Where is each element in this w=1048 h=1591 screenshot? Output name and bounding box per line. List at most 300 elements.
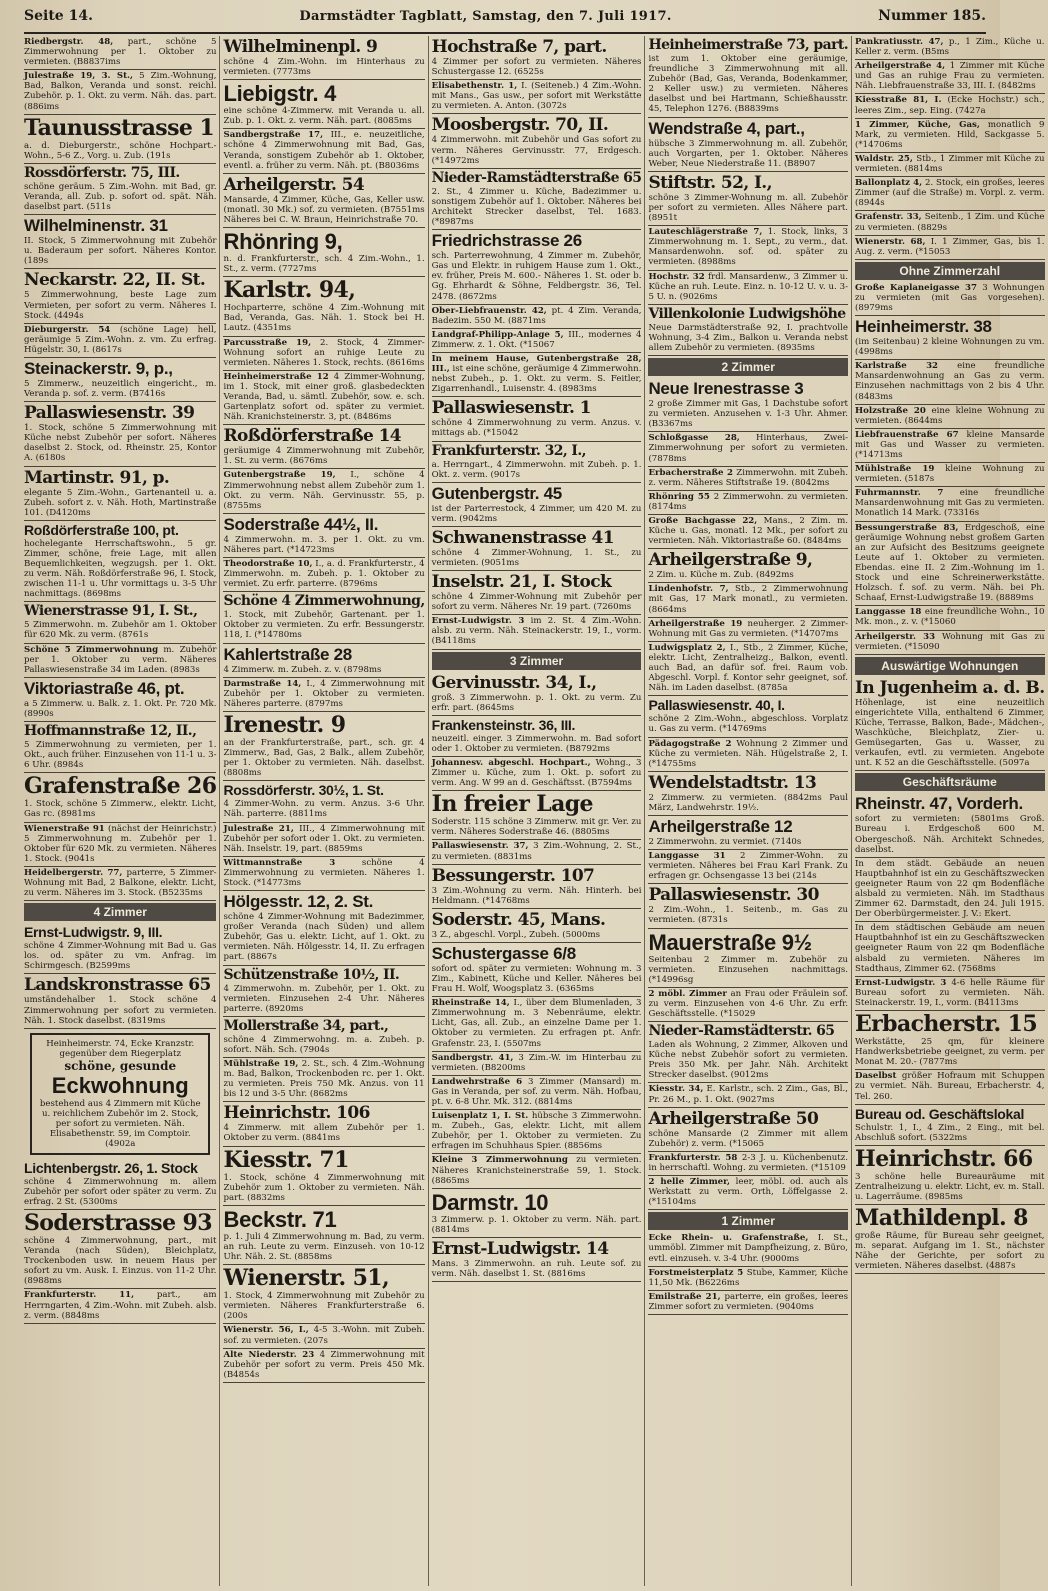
ad-text: n. d. Frankfurterstr., sch. 4 Zim.-Wohn., 1. St., z. verm. (7727ms [223,254,425,275]
ad-text: 1. Stock, schöne 5 Zimmerw., elektr. Licht, Gas rc. (8981ms [24,799,217,820]
classified-ad [855,922,1045,976]
boxed-advert [30,1033,210,1155]
ad-lead: Sandbergstraße 17, [223,130,324,141]
ad-headline: Ernst-Ludwigstr. 9, III. [24,924,163,941]
ad-text: 2. St., sch. 4 Zim.-Wohnung m. Bad, Balkon, Trockenboden rc. per 1. Okt. zu vermieten. Preis 750 Mk. Anzus. von 11 bis 12 und 3-5 Uhr. (8682ms [223,1059,425,1100]
ad-text: a. Herrngart., 4 Zimmerwohn. mit Zubeh. p. 1. Okt. z. verm. (9017s [431,459,642,480]
classified-ad [432,353,642,397]
classified-ad [432,672,642,716]
classified-ad [223,129,424,173]
ad-lead: Kiesstr. 34, [648,1084,704,1095]
ad-headline: Erbacherstr. 15 [855,1011,1038,1038]
ad-text: 4 Zimmerwohn. m. 3. per 1. Okt. zu vm. Näheres part. (*14723ms [223,534,425,555]
ad-lead: 2 helle Zimmer, [648,1177,731,1188]
ad-lead: Johannesv. abgeschl. Hochpart., [431,757,591,768]
classified-ad [223,644,424,678]
ad-text: part., am Herrngarten, 4 Zim.-Wohn. mit Zubeh. alsb. z. verm. (8848ms [24,1290,217,1321]
classified-ad [432,909,642,943]
ad-text: schöne 4 Zimmerwohnung, part., mit Veranda (nach Süden), Bleichplatz, Trockenboden usw. in neuem Haus per sofort zu vm. Ausk. I. Einzus. von 11-2 Uhr. (8988ms [24,1236,217,1287]
classified-ad [432,230,642,304]
ad-text: (nächst der Heinrichstr.) 5 Zimmerwohnung m. Zubehör per 1. Oktober für 620 Mk. zu vermieten. Näheres 1. Stock. (9041s [24,823,217,864]
ad-text: I. St., ummöbl. Zimmer mit Dampfheizung, z. Büro, evtl. einzuseh. v. 3-4 Uhr. (9000ms [648,1233,849,1264]
classified-ad [223,1017,424,1058]
ad-text: größer Hofraum mit Schuppen zu vermiet. Näh. Bureau, Erbacherstr. 4, Tel. 260. [855,1071,1045,1102]
classified-ad [223,857,424,891]
ad-text: m. Zubehör per 1. Oktober zu verm. Näheres Pallaswiesenstraße 34 im Laden. (8983s [24,644,217,675]
ad-headline: Schwanenstrasse 41 [431,527,614,548]
ad-text: 3 Zim.-W. im Hinterbau zu vermieten. (B8200ms [431,1052,642,1073]
ad-text: Stb., 2 Zimmerwohnung mit Gas, 17 Mark monatl., zu vermieten. (8664ms [648,584,849,615]
classified-ad [223,891,424,965]
ad-headline: Arheilgerstraße 12 [648,816,793,836]
ad-text: a 5 Zimmerw. u. Balk. z. 1. Okt. Pr. 720 Mk. (8990s [24,698,217,719]
classified-ad [855,119,1045,153]
ad-text: Seitenbau 2 Zimmer m. Zubehör zu vermieten. Einzusehen nachmittags. (*14996sg [648,954,849,985]
classified-ad [855,153,1045,177]
ad-headline: Taunusstrasse 1 [24,114,215,141]
ad-headline: Friedrichstrasse 26 [431,231,582,251]
section-heading: Auswärtige Wohnungen [855,657,1045,675]
ad-text: III., 4 Zimmerwohnung mit Zubehör per sofort oder 1. Okt. zu vermieten. Näh. Inselstr. 19, part. (8859ms [223,823,425,854]
ad-text: 2 Zimmerwohn. zu vermieten. (8174ms [648,491,849,512]
ad-lead: Elisabethenstr. 1, [431,81,518,92]
classified-ad [432,997,642,1051]
ad-text: 3 Wohnungen zu vermieten (mit Gas vorgesehen). (8979ms [855,282,1045,313]
ad-lead: 1 Zimmer, Küche, Gas, [855,119,980,130]
classified-ad [432,1238,642,1282]
ad-headline: Kahlertstraße 28 [223,644,352,664]
ad-text: geräumige 4 Zimmerwohnung mit Zubehör, 1. St. zu verm. (8676ms [223,446,425,467]
ad-headline: In Jugenheim a. d. B. [855,677,1045,698]
classified-ad [648,1083,848,1107]
classified-ad [648,816,848,850]
ad-text: ist der Parterrestock, 4 Zimmer, um 420 M. zu verm. (9042ms [431,503,642,524]
ad-lead: Holzstraße 20 [855,405,926,416]
ad-text: I., über dem Blumenladen, 3 Zimmerwohnung m. 3 Nebenräume, elektr. Licht, Gas, all. Zub., an einzelne Dame per 1. Oktober zu vermieten. Zu erfragen pt. Anfr. Grafenstr. 23, I. (5507ms [431,998,642,1049]
ad-text: I., a. d. Frankfurterstr., 4 Zimmerwohn. m. Zubeh. p. 1. Oktober zu vermiet. Zu erfr. parterre. (8796ms [223,559,425,590]
ad-text: neuzeitl. einger. 3 Zimmerwohn. m. Bad sofort oder 1. Oktober zu vermieten. (B8792ms [431,733,642,754]
classified-ad [855,316,1045,360]
ad-text: zu vermieten. Näheres Kranichsteinerstraße 59, 1. Stock. (8865ms [431,1155,642,1186]
ad-headline: Arheilgerstraße 50 [648,1108,819,1129]
classified-ad [432,397,642,441]
ad-text: schöne geräum. 5 Zim.-Wohn. mit Bad, gr. Veranda, all. Zub. p. sofort od. spät. Näh. daselbst part. (511s [24,181,217,213]
ad-headline: Arheilgerstr. 54 [223,174,365,195]
ad-lead: Hochstr. 32 [648,271,705,282]
classified-ad [24,164,216,215]
ad-text: Wohnung 2 Zimmer und Küche zu vermieten. Näh. Hügelstraße 2, I. (*14755ms [648,738,849,769]
ad-text: Laden als Wohnung, 2 Zimmer, Alkoven und Küche nebst Zubehör sofort zu vermieten. Preis 350 Mk. per Jahr. Näh. Architekt Strecker daselbst. (9012ms [648,1040,849,1081]
classified-ad [855,360,1045,404]
ad-lead: Kiesstraße 81, I. [855,95,942,106]
ad-lead: Waldstr. 25, [855,153,913,164]
ad-text: groß. 3 Zimmerwohn. p. 1. Okt. zu verm. Zu erfr. part. (8645ms [431,692,642,713]
classified-ad [855,858,1045,923]
ad-text: hübsche 3 Zimmerwohnung m. all. Zubehör, auch Vorgarten, per 1. Oktober. Näheres Weber, Neue Niederstraße 11. (B8907 [648,138,849,169]
ad-text: schöne 4 Zimmer-Wohnung mit Bad u. Gas los. od. später zu vm. Anfrag. im Schirmgesch. (B2599ms [24,941,217,972]
ad-lead: In meinem Hause, Gutenbergstraße 28, III., [431,353,642,375]
ad-text: Neue Darmstädterstraße 92, I. prachtvolle Wohnung, 3-4 Zim., Balkon u. Veranda nebst allem Zubehör zu vermieten. (8935ms [648,322,849,353]
ad-lead: Sandbergstr. 41, [431,1052,514,1063]
ad-text: 2 Zimmerwohn. zu vermiet. (7140s [648,836,802,847]
ad-headline: Liebigstr. 4 [223,81,337,107]
ad-text: 2 Zimmer-Wohn. zu vermieten. Näheres bei Frau Karl Frank. Zu erfragen gr. Ochsengasse 13 bei (214s [648,851,849,882]
ad-lead: Emilstraße 21, [648,1291,721,1302]
ad-lead: Große Bachgasse 22, [648,516,758,526]
ad-lead: Langgasse 31 [648,851,726,862]
classified-ad [648,1232,848,1266]
ad-text: 5 Zimmerwohnung, beste Lage zum Vermieten, per sofort zu verm. Näheres I. Stock. (4494s [24,290,217,321]
ad-headline: Grafenstraße 26 [24,773,217,800]
ad-text: kleine Wohnung zu vermieten. (5187s [855,464,1045,485]
ad-text: schöne Mansarde (2 Zimmer mit allem Zubehör) z. verm. (*15065 [648,1128,849,1149]
ad-headline: Martinstr. 91, p. [24,467,170,488]
ad-headline: Soderstr. 45, Mans. [431,909,606,930]
classified-ad [648,305,848,356]
classified-ad [432,615,642,649]
ad-text: schöne 3 Zimmer-Wohnung m. all. Zubehör per sofort zu vermieten. Alles Nähere part. (8951t [648,192,849,224]
classified-ad [648,432,848,466]
classified-ad [432,527,642,571]
ad-headline: Schöne 4 Zimmerwohnung, [223,593,425,610]
ad-headline: Inselstr. 21, I. Stock [431,572,612,593]
ad-lead: Große Kaplaneigasse 37 [855,282,978,293]
classified-ad [648,738,848,772]
classified-ad [223,678,424,712]
classified-ad [24,923,216,974]
ad-text: umständehalber 1. Stock schöne 4 Zimmerwohnung per sofort zu vermieten. Näh. 1. Stock daselbst. (8319ms [24,995,217,1026]
ad-text: Wohnung mit Gas zu vermieten. (*15090 [855,631,1045,652]
ad-headline: Lichtenbergstr. 26, 1. Stock [24,1159,198,1176]
ad-text: 4 Zimmer-Wohn. zu verm. Anzus. 3-6 Uhr. Näh. parterre. (8811ms [223,799,425,820]
ad-text: sofort zu vermieten: (5801ms Groß. Bureau i. Erdgeschoß 600 M. Obergeschoß. Näh. Architekt Schnedes, daselbst. [855,814,1045,855]
columns [24,36,1045,1586]
ad-text: 3 schöne helle Bureauräume mit Zentralheizung u. elektr. Licht, ev. m. Stall. u. Lagerräume. (8985ms [855,1171,1045,1202]
classified-ad [855,522,1045,607]
ad-text: p. 1. Juli 4 Zimmerwohnung m. Bad, zu verm. an ruh. Leute zu verm. Einzuseh. von 10-12 Uhr. Näh. 2. St. (8858ms [223,1231,425,1263]
classified-ad [855,977,1045,1011]
classified-ad [855,282,1045,316]
ad-headline: Darmstr. 10 [431,1189,549,1215]
classified-ad [24,215,216,269]
classified-ad [24,467,216,521]
classified-ad [432,169,642,230]
ad-headline: Kiesstr. 71 [223,1146,349,1173]
ad-text: große Räume, für Bureau sehr geeignet, m. separat. Aufgang im 1. St., nächster Nähe der Gerichte, per sofort zu vermieten. Näheres daselbst. (4887s [855,1231,1045,1272]
ad-lead: Landwehrstraße 6 [431,1076,523,1087]
ad-text: schöne 4 Zimmer-Wohnung, 1. St., zu vermieten. (9051ms [431,547,642,568]
ad-headline: Wienerstrasse 91, I. St., [24,603,198,620]
ad-lead: Heidelbergerstr. 77, [24,867,123,878]
ad-text: im 2. St. 4 Zim.-Wohn. alsb. zu verm. Näh. Steinackerstr. 19, I., vorm. (B4118ms [431,616,642,647]
ad-headline: Stiftstr. 52, I., [648,172,772,193]
classified-ad [648,271,848,305]
classified-ad [432,757,642,791]
classified-ad [648,226,848,270]
ad-text: schöne 4 Zimmerwohnung zu verm. Anzus. v. mittags ab. (*15042 [431,418,642,439]
section-heading: 1 Zimmer [648,1212,848,1230]
ad-text: 3 Zim.-Wohnung, 2. St., zu vermieten. (8831ms [431,841,642,862]
classified-ad [223,558,424,592]
ad-headline: Irenestr. 9 [223,711,346,738]
classified-ad [432,943,642,997]
classified-ad [223,228,424,277]
ad-text: 5 Zimmerw., neuzeitlich eingericht., m. Veranda p. sof. z. verm. (B7416s [24,378,217,400]
ad-text: I., schöne 4 Zimmerwohnung nebst allem Zubehör zum 1. Okt. zu verm. Näh. Gervinusstr. 55, p. (8755ms [223,470,425,511]
ad-lead: Erbacherstraße 2 [648,467,733,478]
ad-text: 5 Zimmerwohn. m. Zubehör am 1. Oktober für 620 Mk. zu verm. (8761s [24,620,217,641]
classified-ad [855,211,1045,235]
ad-text: ist zum 1. Oktober eine geräumige, freundliche 3 Zimmerwohnung mit all. Zubehör (Bad, Gas, Veranda, Bodenkammer, 2 Keller usw.) zu vermieten. Näheres daselbst und bei Hartmann, Schießhausstr. 45, Telephon 1276. (B8839ms [648,54,849,115]
classified-ad [223,1147,424,1206]
ad-text: 4 Zimmerwohn. m. Zubehör, per 1. Okt. zu vermieten. Einzusehen 2-4 Uhr. Näheres parterre. (8920ms [223,983,425,1014]
ad-headline: Neue Irenestrasse 3 [648,379,804,399]
ad-lead: Ecke Rhein- u. Grafenstraße, [648,1233,809,1244]
ad-headline: Schützenstraße 10½, II. [223,966,400,983]
ad-text: 4 Zimmer per sofort zu vermieten. Näheres Schustergasse 12. (6525s [431,57,642,78]
classified-ad [855,1205,1045,1274]
classified-ad [648,850,848,884]
ad-headline: Wilhelminenpl. 9 [223,37,378,57]
ad-text: Mans., 2 Zim. m. Küche u. Gas, monatl. 12 Mk., per sofort zu vermieten. Näh. Viktoriastraße 60. (8484ms [648,516,849,547]
classified-ad [432,80,642,114]
ad-text: schöne 4 Zimmerwohnung m. allem Zubehör per sofort oder später zu verm. Zu erfrag. 2 St. (5300ms [24,1176,217,1207]
classified-ad [855,94,1045,118]
ad-text: 3 Zimmerw. p. 1. Oktober zu verm. Näh. part. (8814ms [431,1214,642,1235]
classified-ad [432,114,642,168]
ad-lead: 2 möbl. Zimmer [648,988,727,999]
ad-text: 3 Zimmer (Mansard) m. Gas in Veranda, per sof. zu verm. Näh. Hofbau, pt. v. 6-8 Uhr. Mk. 312. (8814ms [431,1076,642,1107]
ad-text: I. (Seiteneb.) 4 Zim.-Wohn. mit Mans., Gas usw., per sofort mit Werkstätte zu vermieten. A. Anton. (3072s [431,81,642,112]
ad-headline: Pallaswiesenstr. 39 [24,403,195,424]
classified-ad [24,823,216,867]
classified-ad [648,549,848,583]
ad-text: leer, möbl. od. auch als Werkstatt zu verm. Orth, Löffelgasse 2. (*15104ms [648,1177,849,1208]
issue-number: Nummer 185. [878,8,986,24]
ad-lead: Mühlstraße 19 [855,464,935,475]
ad-text: Hinterhaus, Zwei-Zimmerwohnung per sofort zu vermieten. (7878ms [648,433,849,464]
masthead [24,8,986,34]
ad-text: schöne 4 Zim.-Wohn. im Hinterhaus zu vermieten. (7773ms [223,57,425,78]
ad-headline: In freier Lage [431,791,593,818]
classified-ad [223,469,424,513]
ad-text: schöne 2 Zim.-Wohn., abgeschloss. Vorplatz u. Gas zu verm. (*14769ms [648,714,849,735]
ad-text: p., 1 Zim., Küche u. Keller z. verm. (B5ms [855,37,1045,58]
ad-headline: Mauerstraße 9½ [648,929,812,955]
ad-text: 3 Zim.-Wohnung zu verm. Näh. Hinterh. bei Heldmann. (*14768ms [431,885,642,906]
classified-ad [648,929,848,988]
ad-text: parterre, 5 Zimmer-Wohnung mit Bad, 2 Balkone, elektr. Licht, zu verm. Näheres im 3. Stock. (B5235ms [24,867,217,899]
ad-lead: Dieburgerstr. 54 [24,324,111,335]
ad-headline: Soderstraße 44½, II. [223,514,379,534]
classified-ad [432,571,642,615]
classified-ad [648,118,848,172]
classified-ad [648,1291,848,1315]
ad-lead: Lindenhofstr. 7, [648,584,729,595]
ad-headline: Steinackerstr. 9, p., [24,358,173,378]
ad-lead: Luisenplatz 1, I. St. [431,1111,529,1122]
column-3 [432,36,646,1586]
ad-text: eine kleine Wohnung zu vermieten. (8644ms [855,405,1045,426]
page-number: Seite 14. [24,8,93,24]
classified-ad [855,793,1045,857]
ad-lead: Pädagogstraße 2 [648,738,732,749]
classified-ad [855,236,1045,260]
classified-ad [24,269,216,323]
ad-text: 2 große Zimmer mit Gas, 1 Dachstube sofort zu vermieten. Anzusehen v. 1-3 Uhr. Ahmer. (B3367ms [648,399,849,430]
ad-text: 2. Stock, 4 Zimmer-Wohnung sofort an ruhige Leute zu vermieten. Näheres 1. Stock, rechts. (8616ms [223,337,425,368]
ad-headline: Landskronstrasse 65 [24,975,211,996]
ad-text: 4 Zimmerwohnung mit Zubehör per sofort zu verm. Preis 450 Mk. (B4854s [223,1349,425,1380]
column-5 [855,36,1048,1586]
ad-text: 5 Zimmerwohnung zu vermieten, per 1. Okt., auch früher. Einzusehen von 11-1 u. 3-6 Uhr. (8984s [24,740,217,771]
ad-lead: Darmstraße 14, [223,678,302,689]
ad-lead: Riedbergstr. 48, [24,37,114,47]
ad-lead: Fuhrmannstr. 7 [855,488,944,499]
ad-text: 2 Zim. u. Küche m. Zub. (8492ms [648,570,794,581]
newspaper-title-date: Darmstädter Tagblatt, Samstag, den 7. Juli 1917. [299,9,672,24]
classified-ad [432,1110,642,1154]
ad-text: a. d. Dieburgerstr., schöne Hochpart.-Wohn., 5-6 Z., Vorg. u. Zub. (191s [24,140,217,161]
classified-ad [432,305,642,329]
ad-headline: Hoffmannstraße 12, II., [24,723,197,740]
section-heading: Geschäftsräume [855,773,1045,791]
ad-text: eine freundliche Mansardenwohnung an Gas zu verm. Einzusehen nachmittags von 2 bis 4 Uhr. (8483ms [855,361,1045,402]
classified-ad [648,583,848,617]
ad-lead: Julestraße 19, 3. St., [24,71,134,82]
ad-text: Soderstr. 115 schöne 3 Zimmerw. mit gr. Ver. zu verm. Näheres Soderstraße 46. (8805ms [431,817,642,838]
ad-lead: Ludwigsplatz 2, [648,642,726,653]
classified-ad [855,1011,1045,1070]
ad-headline: Rossdörferstr. 30½, 1. St. [223,782,384,799]
ad-text: 2. St., 4 Zimmer u. Küche, Badezimmer u. sonstigem Zubehör auf 1. Oktober. Näheres bei Architekt Strecker daselbst, Tel. 1683. (*8987ms [431,186,642,228]
classified-ad [855,1070,1045,1104]
ad-lead: Grafenstr. 33, [855,212,922,223]
ad-lead: Mühlstraße 19, [223,1059,299,1069]
classified-ad [648,1267,848,1291]
ad-lead: Julestraße 21, [223,823,294,834]
classified-ad [855,429,1045,463]
ad-text: (im Seitenbau) 2 kleine Wohnungen zu vm. (4998ms [855,337,1045,358]
classified-ad [648,378,848,432]
ad-text: (Ecke Hochstr.) sch., leeres Zim., sep. Eing. (7427a [855,95,1045,116]
ad-text: 3 Z., abgeschl. Vorpl., Zubeh. (5000ms [431,929,601,940]
classified-ad [223,823,424,857]
ad-headline: Frankensteinstr. 36, III. [431,716,576,733]
classified-ad [24,36,216,70]
ad-lead: Ober-Liebfrauenstr. 42, [431,305,547,316]
ad-lead: Parcusstraße 19, [223,337,312,348]
classified-ad [648,642,848,696]
classified-ad [432,442,642,483]
ad-headline: Villenkolonie Ludwigshöhe [648,305,846,322]
classified-ad [223,1349,424,1383]
ad-text: 1. Stock, schöne 4 Zimmerwohnung mit Zubehör zum 1. Oktober zu vermieten. Näh. part. (8832ms [223,1172,425,1203]
ad-headline: Pallaswiesenstr. 1 [431,398,591,419]
classified-ad [24,602,216,643]
ad-text: schöne 4 Zimmerwohnung zu vermieten. Näheres 1. Stock. (*14773ms [223,857,425,888]
classified-ad [223,1102,424,1146]
classified-ad [223,277,424,336]
ad-headline: Karlstr. 94, [223,277,356,304]
ad-text: 4 Zimmerwohn. mit Zubehör und Gas sofort zu verm. Näheres Gervinusstr. 77, Erdgesch. (*14972ms [431,135,642,166]
classified-ad [24,402,216,466]
ad-lead: Wittmannstraße 3 [223,857,336,868]
classified-ad [432,791,642,840]
classified-ad [855,177,1045,211]
classified-ad [855,631,1045,655]
ad-text: monatlich 9 Mark, zu vermieten. Hild, Sackgasse 5. (*14706ms [855,119,1045,150]
classified-ad [24,644,216,678]
ad-text: Hochparterre, schöne 4 Zim.-Wohnung mit Bad, Veranda, Gas. Näh. 1. Stock bei H. Lautz. (4351ms [223,303,425,334]
ad-text: 4 Zimmer-Wohnung, im 1. Stock, mit einer groß. glasbedeckten Veranda, Bad, u. sämtl. Zubehör, sow. e. sch. Gartenplatz sofort od. später zu vermiet. Näh. Kranichsteinerstr. 3, pt. (8486ms [223,371,425,423]
ad-text: eine freundliche Mansardenwohnung mit Gas zu vermieten. Monatlich 14 Mark. (73316s [855,488,1045,519]
classified-ad [24,773,216,822]
classified-ad [855,463,1045,487]
ad-text: II. Stock, 5 Zimmerwohnung mit Zubehör u. Baderaum per sofort. Näheres Kontor. (189s [24,236,217,267]
ad-headline: Wendelstadtstr. 13 [648,772,817,793]
classified-ad [223,514,424,558]
ad-text: I., 4 Zimmerwohnung mit Zubehör per 1. Oktober zu vermieten. Näheres parterre. (8797ms [223,678,425,709]
ad-lead: Lauteschlägerstraße 7, [648,227,763,238]
classified-ad [223,781,424,822]
ad-text: 1. Stock, schöne 5 Zimmerwohnung mit Küche nebst Zubehör per sofort. Näheres daselbst 2. Stock, od. Rheinstr. 25, Kontor A. (6180s [24,423,217,464]
ad-lead: Landgraf-Philipp-Anlage 5, [431,329,564,340]
ad-text: 2. Stock, ein großes, leeres Zimmer (auf die Straße) m. Vorpl. z. verm. (8944s [855,178,1045,209]
ad-text: eine schöne 4-Zimmerw. mit Veranda u. all. Zub. p. 1. Okt. z. verm. Näh. part. (8085ms [223,106,425,127]
classified-ad [223,1265,424,1324]
classified-ad [648,1108,848,1152]
ad-headline: Arheilgerstraße 9, [648,550,813,571]
ad-text: kleine Mansarde mit Gas und Wasser zu vermieten. (*14713ms [855,429,1045,460]
ad-lead: Wienerstraße 91 [24,823,105,834]
ad-text: 1. Stock, mit Zubehör, Gartenant. per 1. Oktober zu vermieten. Zu erfr. Bessungerstr. 118, I. (*14780ms [223,610,425,641]
classified-ad [223,1206,424,1265]
advert-address: Heinheimerstr. 74, Ecke Kranzstr. gegenüber dem Riegerplatz [46,1038,195,1059]
classified-ad [24,324,216,358]
classified-ad [24,722,216,773]
ad-lead: Heinheimerstraße 12 [223,371,329,382]
ad-lead: Schöne 5 Zimmerwohnung [24,644,159,655]
ad-headline: Wienerstr. 51, [223,1265,390,1292]
ad-lead: Schloßgasse 28, [648,433,740,444]
ad-lead: Wienerstr. 68, [855,236,926,247]
ad-lead: Pankratiusstr. 47, [855,37,944,47]
column-1 [24,36,220,1586]
section-heading: Ohne Zimmerzahl [855,262,1045,280]
ad-text: frdl. Mansardenw., 3 Zimmer u. Küche an ruh. Leute. Einz. n. 10-12 U. v. u. 3-5 U. n. (9026ms [648,271,849,302]
section-heading: 3 Zimmer [432,652,642,670]
classified-ad [855,1105,1045,1146]
ad-lead: Arheilgerstraße 4, [855,61,946,72]
classified-ad [223,425,424,469]
classified-ad [24,974,216,1028]
classified-ad [223,1324,424,1348]
ad-text: sch. Parterrewohnung, 4 Zimmer m. Zubehör, Gas und Elektr. in ruhigem Hause zum 1. Okt., ev. früher, Preis M. 600.- Näheres 1. St. oder b. Gg. Ehrhardt & Söhne, Feldbergstr. 36, Tel. 2478. (8672ms [431,251,642,302]
ad-lead: Daselbst [855,1071,897,1082]
classified-ad [24,867,216,901]
ad-text: an der Frankfurterstraße, part., sch. gr. 4 Zimmerw., Bad, Gas, 2 Balk., allem Zubehör, per 1. Oktober zu vermieten. Näh. daselbst. (8808ms [223,737,425,779]
classified-ad [648,1176,848,1210]
classified-ad [223,1058,424,1102]
classified-ad [648,884,848,928]
ad-text: Schulstr. 1, I., 4 Zim., 2 Eing., mit bel. Abschluß sofort. (5322ms [855,1122,1045,1143]
classified-ad [855,606,1045,630]
ad-lead: Gutenbergstraße 19, [223,470,336,481]
ad-headline: Heinheimerstr. 38 [855,317,992,337]
ad-lead: Rhönring 55 [648,491,710,502]
ad-text: 2-3 J. u. Küchenbenutz. in herrschaftl. Wohng. zu vermieten. (*15109 [648,1152,849,1173]
